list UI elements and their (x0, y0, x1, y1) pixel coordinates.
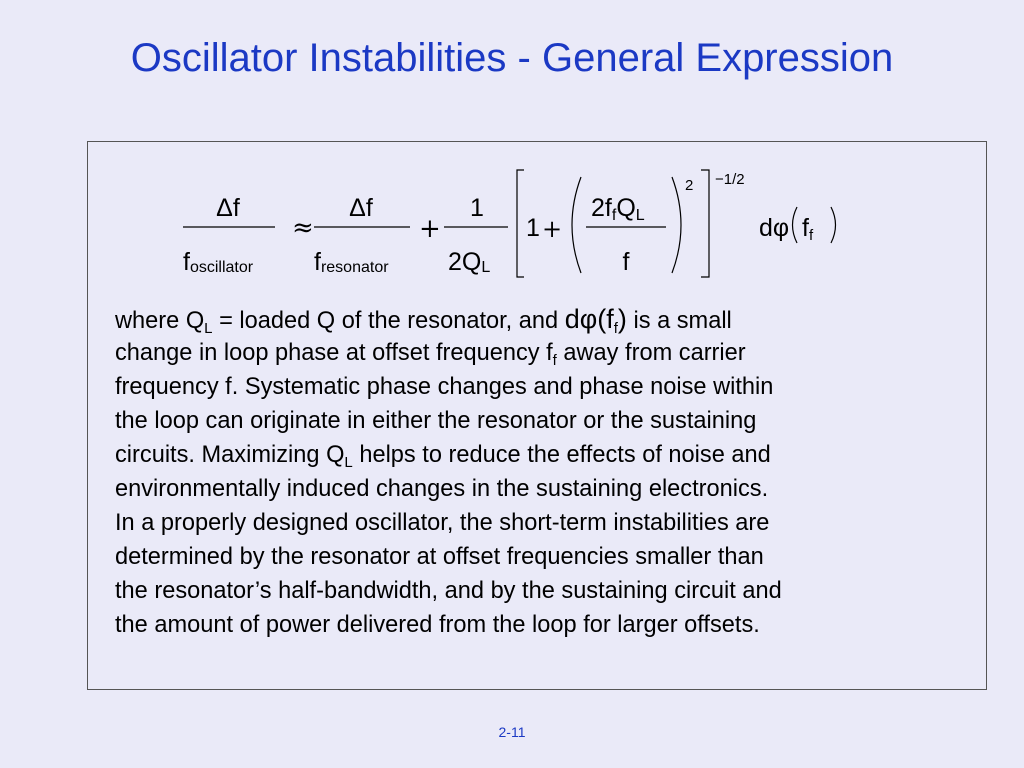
paragraph-line: the amount of power delivered from the loop for larger offsets. (115, 612, 760, 638)
right-paren (672, 177, 681, 273)
lhs-denominator: foscillator (183, 248, 254, 276)
inner-numerator: 2ffQL (591, 194, 645, 224)
approx-sign: ≈ (292, 213, 314, 243)
dphi-left-paren (793, 207, 798, 243)
paragraph-line: circuits. Maximizing $Q_L$ helps to reduce the effects of noise and (115, 442, 771, 471)
term1-denominator: fresonator (314, 248, 389, 276)
bracket-one: 1 (526, 214, 540, 242)
oscillator-equation (88, 142, 986, 292)
term1-numerator: Δf (349, 194, 373, 222)
bracket-plus: + (542, 215, 563, 243)
paragraph-line: the resonator’s half-bandwidth, and by the sustaining circuit and (115, 578, 782, 604)
page-number: 2-11 (498, 724, 526, 740)
paragraph-line: frequency f. Systematic phase changes and phase noise within (115, 374, 774, 400)
left-square-bracket (517, 170, 524, 277)
paragraph-line: environmentally induced changes in the sustaining electronics. (115, 476, 769, 502)
term2-denominator: 2QL (448, 248, 491, 276)
outer-exponent: −1/2 (715, 171, 745, 188)
lhs-numerator: Δf (216, 194, 240, 222)
inner-exponent: 2 (685, 177, 694, 194)
paragraph-line: determined by the resonator at offset frequencies smaller than (115, 544, 764, 570)
paragraph-line: the loop can originate in either the resonator or the sustaining (115, 408, 757, 434)
plus-sign: + (419, 214, 441, 244)
right-square-bracket (701, 170, 709, 277)
inner-denominator: f (622, 248, 630, 276)
dphi-term: dφ (759, 214, 790, 242)
content-box (87, 141, 987, 690)
dphi-argument: ff (802, 214, 814, 244)
paragraph-line: where $Q_L$ = loaded Q of the resonator, and $d\varphi(f_f)$ is a small (115, 304, 732, 337)
dphi-right-paren (831, 207, 836, 243)
slide-title: Oscillator Instabilities - General Expression (130, 36, 894, 80)
term2-numerator: 1 (470, 194, 484, 222)
paragraph-line: change in loop phase at offset frequency $f_f$ away from carrier (115, 340, 746, 369)
paragraph-line: In a properly designed oscillator, the short-term instabilities are (115, 510, 770, 536)
explanation-paragraph (115, 302, 975, 642)
left-paren (572, 177, 581, 273)
